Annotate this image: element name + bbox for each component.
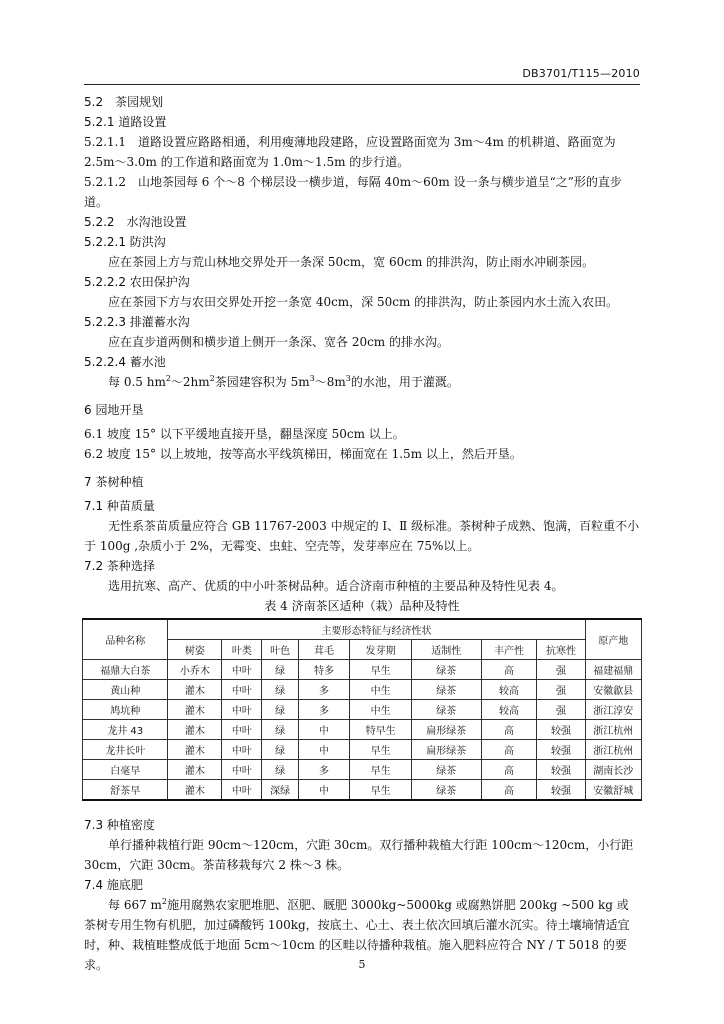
cell: 早生 — [350, 780, 412, 801]
page-content — [84, 92, 640, 975]
cell: 绿茶 — [411, 680, 481, 700]
cell: 安徽歙县 — [585, 680, 641, 700]
cell: 较强 — [537, 780, 585, 801]
paragraph-6-1: 6.1 坡度 15° 以下平缓地直接开垦，翻垦深度 50cm 以上。 — [84, 427, 405, 441]
cell: 绿茶 — [411, 660, 481, 680]
subheader-budding: 发芽期 — [350, 640, 412, 660]
cell: 多 — [298, 760, 350, 780]
cell: 龙井 43 — [83, 720, 168, 740]
cell: 舒茶早 — [83, 780, 168, 801]
cell: 安徽舒城 — [585, 780, 641, 801]
cell: 中 — [298, 780, 350, 801]
cell: 较强 — [537, 760, 585, 780]
cell: 灌木 — [168, 680, 222, 700]
cell: 浙江杭州 — [585, 740, 641, 760]
variety-table — [82, 618, 642, 801]
paragraph-flood-ditch: 应在茶园上方与荒山林地交界处开一条深 50cm，宽 60cm 的排洪沟，防止雨水冲刷茶园。 — [108, 255, 595, 269]
cell: 较高 — [481, 680, 537, 700]
table-row — [83, 700, 642, 720]
cell: 多 — [298, 680, 350, 700]
cell: 较高 — [481, 700, 537, 720]
cell: 中叶 — [222, 700, 262, 720]
cell: 浙江杭州 — [585, 720, 641, 740]
heading-5-2: 5.2 茶园规划 — [84, 95, 164, 109]
cell: 早生 — [350, 760, 412, 780]
cell: 绿茶 — [411, 780, 481, 801]
column-header-group: 主要形态特征与经济性状 — [168, 619, 585, 640]
cell: 绿 — [262, 700, 298, 720]
cell: 中 — [298, 740, 350, 760]
cell: 强 — [537, 660, 585, 680]
paragraph-5-2-1-2: 5.2.1.2 山地茶园每 6 个～8 个梯层设一横步道，每隔 40m～60m 设一条与横步道呈“之”形的直步道。 — [84, 175, 622, 209]
subheader-leaf-color: 叶色 — [262, 640, 298, 660]
heading-7-4: 7.4 施底肥 — [84, 878, 143, 892]
cell: 中叶 — [222, 720, 262, 740]
heading-5-2-2-2: 5.2.2.2 农田保护沟 — [84, 275, 190, 289]
subheader-tree-form: 树姿 — [168, 640, 222, 660]
page-number: 5 — [358, 958, 366, 971]
cell: 黄山种 — [83, 680, 168, 700]
cell: 扁形绿茶 — [411, 740, 481, 760]
paragraph-6-2: 6.2 坡度 15° 以上坡地，按等高水平线筑梯田，梯面宽在 1.5m 以上，然后开垦。 — [84, 447, 522, 461]
cell: 福鼎大白茶 — [83, 660, 168, 680]
header-rule — [84, 84, 640, 85]
heading-6: 6 园地开垦 — [84, 403, 144, 417]
cell: 早生 — [350, 740, 412, 760]
paragraph-field-protection-ditch: 应在茶园下方与农田交界处开挖一条宽 40cm，深 50cm 的排洪沟，防止茶园内水土流入农田。 — [108, 295, 619, 309]
heading-7-1: 7.1 种苗质量 — [84, 499, 155, 513]
paragraph-5-2-1-1: 5.2.1.1 道路设置应路路相通，利用瘦薄地段建路，应设置路面宽为 3m～4m 的机耕道、路面宽为 2.5m～3.0m 的工作道和路面宽为 1.0m～1.5m 的步行道。 — [84, 135, 616, 169]
cell: 早生 — [350, 660, 412, 680]
cell: 高 — [481, 780, 537, 801]
cell: 绿 — [262, 720, 298, 740]
paragraph-variety-selection: 选用抗寒、高产、优质的中小叶茶树品种。适合济南市种植的主要品种及特性见表 4。 — [108, 579, 564, 593]
cell: 灌木 — [168, 760, 222, 780]
cell: 绿茶 — [411, 700, 481, 720]
heading-5-2-2-4: 5.2.2.4 蓄水池 — [84, 355, 166, 369]
cell: 高 — [481, 760, 537, 780]
cell: 中叶 — [222, 760, 262, 780]
cell: 中叶 — [222, 740, 262, 760]
table-4-caption: 表 4 济南茶区适种（栽）品种及特性 — [264, 599, 460, 613]
cell: 中 — [298, 720, 350, 740]
cell: 浙江淳安 — [585, 700, 641, 720]
column-header-variety: 品种名称 — [83, 619, 168, 660]
cell: 灌木 — [168, 720, 222, 740]
subheader-suitability: 适制性 — [411, 640, 481, 660]
heading-5-2-2-3: 5.2.2.3 排灌蓄水沟 — [84, 315, 190, 329]
cell: 鸠坑种 — [83, 700, 168, 720]
cell: 扁形绿茶 — [411, 720, 481, 740]
cell: 特多 — [298, 660, 350, 680]
paragraph-base-fertilizer: 每 667 $m^2$施用腐熟农家肥堆肥、沤肥、厩肥 3000kg~5000kg 或腐熟饼肥 200kg ~500 kg 或茶树专用生物有机肥，加过磷酸钙 100kg，按底土、心土、表土依次回填后灌水沉实。待土壤墒情适宜时，种、栽植畦整成低于地面 5cm～10cm 的区畦以待播种栽植。施入肥料应符合 NY / T 5018 的要求。 — [84, 897, 630, 972]
cell: 灌木 — [168, 780, 222, 801]
subheader-leaf-type: 叶类 — [222, 640, 262, 660]
document-code: DB3701/T115—2010 — [522, 67, 640, 80]
table-row — [83, 760, 642, 780]
cell: 强 — [537, 700, 585, 720]
cell: 较强 — [537, 740, 585, 760]
cell: 较强 — [537, 720, 585, 740]
heading-5-2-2: 5.2.2 水沟池设置 — [84, 215, 187, 229]
cell: 多 — [298, 700, 350, 720]
subheader-hairs: 茸毛 — [298, 640, 350, 660]
heading-5-2-1: 5.2.1 道路设置 — [84, 115, 167, 129]
cell: 福建福鼎 — [585, 660, 641, 680]
cell: 小乔木 — [168, 660, 222, 680]
cell: 湖南长沙 — [585, 760, 641, 780]
cell: 特早生 — [350, 720, 412, 740]
table-row — [83, 660, 642, 680]
subheader-cold-resistance: 抗寒性 — [537, 640, 585, 660]
cell: 中叶 — [222, 680, 262, 700]
heading-7-3: 7.3 种植密度 — [84, 818, 155, 832]
cell: 高 — [481, 660, 537, 680]
cell: 绿 — [262, 660, 298, 680]
cell: 绿 — [262, 740, 298, 760]
cell: 高 — [481, 720, 537, 740]
cell: 高 — [481, 740, 537, 760]
cell: 绿茶 — [411, 760, 481, 780]
cell: 灌木 — [168, 740, 222, 760]
subheader-yield: 丰产性 — [481, 640, 537, 660]
cell: 中叶 — [222, 780, 262, 801]
heading-5-2-2-1: 5.2.2.1 防洪沟 — [84, 235, 166, 249]
paragraph-seedling-quality: 无性系茶苗质量应符合 GB 11767-2003 中规定的 Ⅰ、Ⅱ 级标准。茶树种子成熟、饱满，百粒重不小于 100g ,杂质小于 2%，无霉变、虫蛀、空壳等，发芽率应在 75%以上。 — [84, 519, 640, 553]
heading-7-2: 7.2 茶种选择 — [84, 559, 155, 573]
cell: 强 — [537, 680, 585, 700]
cell: 绿 — [262, 680, 298, 700]
paragraph-reservoir: 每 0.5 $hm^2\sim 2hm^2$茶园建容积为 $5m^3\sim 8m^3$的水池，用于灌溉。 — [108, 374, 459, 389]
table-row — [83, 680, 642, 700]
column-header-origin: 原产地 — [585, 619, 641, 660]
cell: 中生 — [350, 680, 412, 700]
cell: 中生 — [350, 700, 412, 720]
cell: 灌木 — [168, 700, 222, 720]
cell: 深绿 — [262, 780, 298, 801]
table-row — [83, 780, 642, 801]
cell: 绿 — [262, 760, 298, 780]
cell: 白毫早 — [83, 760, 168, 780]
cell: 龙井长叶 — [83, 740, 168, 760]
paragraph-drainage-ditch: 应在直步道两侧和横步道上侧开一条深、宽各 20cm 的排水沟。 — [108, 335, 450, 349]
paragraph-planting-density: 单行播种栽植行距 90cm～120cm，穴距 30cm。双行播种栽植大行距 100cm～120cm，小行距 30cm，穴距 30cm。茶苗移栽每穴 2 株～3 株。 — [84, 838, 634, 872]
heading-7: 7 茶树种植 — [84, 475, 144, 489]
table-row — [83, 720, 642, 740]
table-row — [83, 740, 642, 760]
cell: 中叶 — [222, 660, 262, 680]
